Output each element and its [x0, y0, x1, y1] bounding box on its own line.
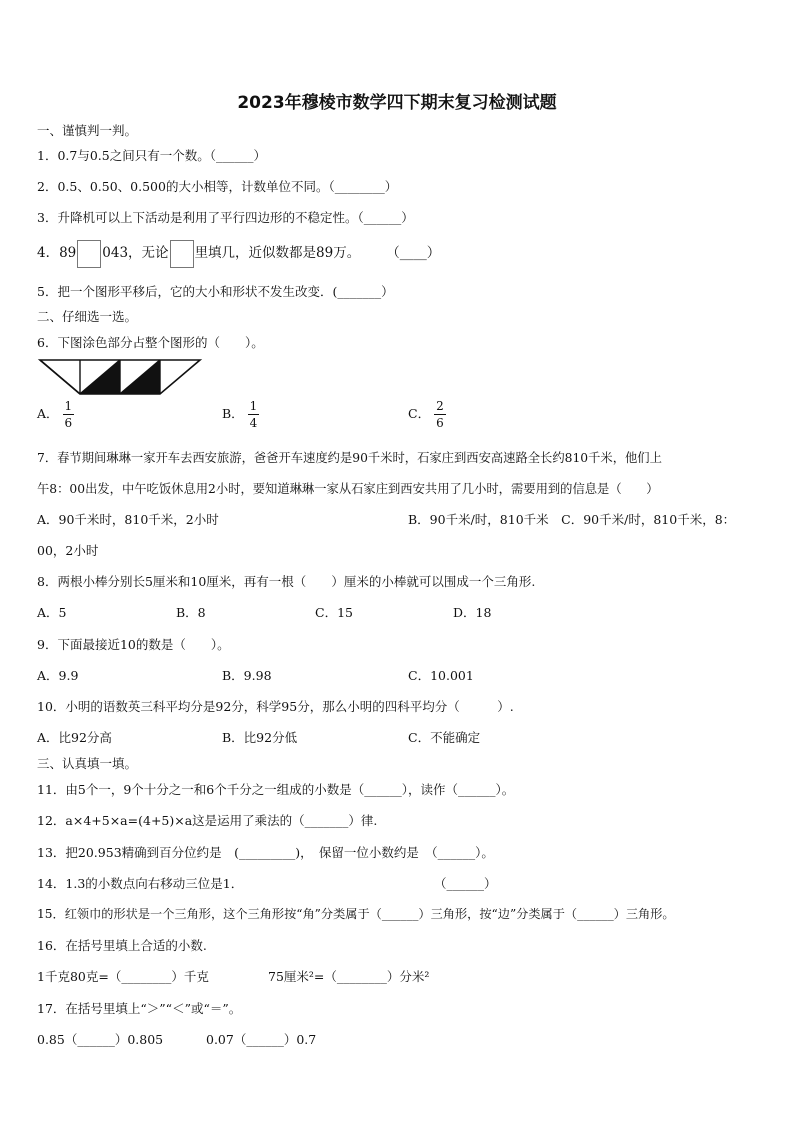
section-heading-1: 一、谨慎判一判。	[37, 123, 138, 138]
question-16-stem: 16．在括号里填上合适的小数.	[37, 938, 207, 953]
numerator: 1	[64, 399, 73, 413]
option-8b: B．8	[176, 605, 206, 620]
fraction	[434, 400, 446, 429]
question-4	[37, 239, 440, 268]
option-9c: C．10.001	[408, 668, 474, 683]
denominator: 6	[64, 416, 73, 430]
numerator: 2	[436, 399, 444, 413]
divider-line	[40, 360, 80, 394]
question-2: 2．0.5、0.50、0.500的大小相等，计数单位不同。（________）	[37, 179, 398, 194]
question-17b: 0.07（______）0.7	[206, 1032, 317, 1047]
question-6-stem: 6．下图涂色部分占整个图形的（ ）。	[37, 335, 264, 350]
section-heading-2: 二、仔细选一选。	[37, 309, 138, 324]
option-label: B．	[222, 406, 244, 421]
option-9a: A．9.9	[37, 668, 79, 683]
denominator: 4	[249, 416, 258, 430]
question-17a: 0.85（______）0.805	[37, 1032, 164, 1047]
question-5: 5．把一个图形平移后，它的大小和形状不发生改变．(_______）	[37, 284, 394, 299]
option-label: C．	[408, 406, 431, 421]
question-17-stem: 17．在括号里填上“＞”“＜”或“＝”。	[37, 1001, 242, 1016]
question-10-stem: 10．小明的语数英三科平均分是92分，科学95分，那么小明的四科平均分（ ）.	[37, 699, 514, 714]
question-16b: 75厘米²=（________）分米²	[268, 969, 430, 984]
option-6b	[222, 400, 259, 429]
option-6c	[408, 400, 446, 429]
question-4-part-3: 里填几，近似数都是89万。	[194, 245, 361, 261]
option-9b: B．9.98	[222, 668, 272, 683]
question-7-line-4: 00，2小时	[37, 543, 99, 558]
option-8a: A．5	[37, 605, 67, 620]
blank-box	[170, 240, 194, 268]
question-4-part-1: 4．89	[37, 245, 77, 261]
question-14-stem: 14．1.3的小数点向右移动三位是1．	[37, 876, 244, 891]
option-10b: B．比92分低	[222, 730, 298, 745]
option-7a: A．90千米时，810千米，2小时	[37, 512, 219, 527]
question-4-part-2: 043，无论	[102, 245, 169, 261]
question-7-line-2: 午8：00出发，中午吃饭休息用2小时，要知道琳琳一家从石家庄到西安共用了几小时，需要用到的信息是（ ）	[37, 482, 659, 496]
numerator: 1	[249, 399, 258, 413]
question-14-answer-blank: （______）	[434, 876, 497, 891]
question-1: 1．0.7与0.5之间只有一个数。（______）	[37, 148, 266, 163]
option-7bc: B．90千米/时，810千米 C．90千米/时，810千米，8：	[408, 512, 736, 527]
question-15: 15．红领巾的形状是一个三角形，这个三角形按“角”分类属于（______）三角形，按“边”分类属于（______）三角形。	[37, 907, 675, 921]
question-13: 13．把20.953精确到百分位约是 (_________)， 保留一位小数约是 （______）。	[37, 845, 494, 860]
question-16a: 1千克80克=（________）千克	[37, 969, 209, 984]
question-9-stem: 9．下面最接近10的数是（ ）。	[37, 637, 230, 652]
page-title: 2023年穆棱市数学四下期末复习检测试题	[237, 93, 557, 113]
question-3: 3．升降机可以上下活动是利用了平行四边形的不稳定性。（______）	[37, 210, 414, 225]
option-6a	[37, 400, 74, 429]
option-10c: C．不能确定	[408, 730, 481, 745]
question-12: 12．a×4+5×a=(4+5)×a这是运用了乘法的（_______）律.	[37, 813, 378, 828]
fraction	[248, 400, 260, 429]
option-10a: A．比92分高	[37, 730, 112, 745]
fraction	[63, 400, 75, 429]
denominator: 6	[436, 416, 444, 430]
option-8d: D．18	[453, 605, 492, 620]
option-8c: C．15	[315, 605, 353, 620]
question-7-line-1: 7．春节期间琳琳一家开车去西安旅游，爸爸开车速度约是90千米时，石家庄到西安高速路全长约810千米，他们上	[37, 451, 662, 465]
blank-box	[77, 240, 101, 268]
option-label: A．	[37, 406, 59, 421]
section-heading-3: 三、认真填一填。	[37, 756, 138, 771]
parallelogram-figure	[36, 358, 206, 398]
question-8-stem: 8．两根小棒分别长5厘米和10厘米，再有一根（ ）厘米的小棒就可以围成一个三角形.	[37, 574, 536, 589]
question-11: 11．由5个一，9个十分之一和6个千分之一组成的小数是（______），读作（______）。	[37, 782, 515, 797]
question-4-answer-blank: （____）	[386, 245, 441, 261]
